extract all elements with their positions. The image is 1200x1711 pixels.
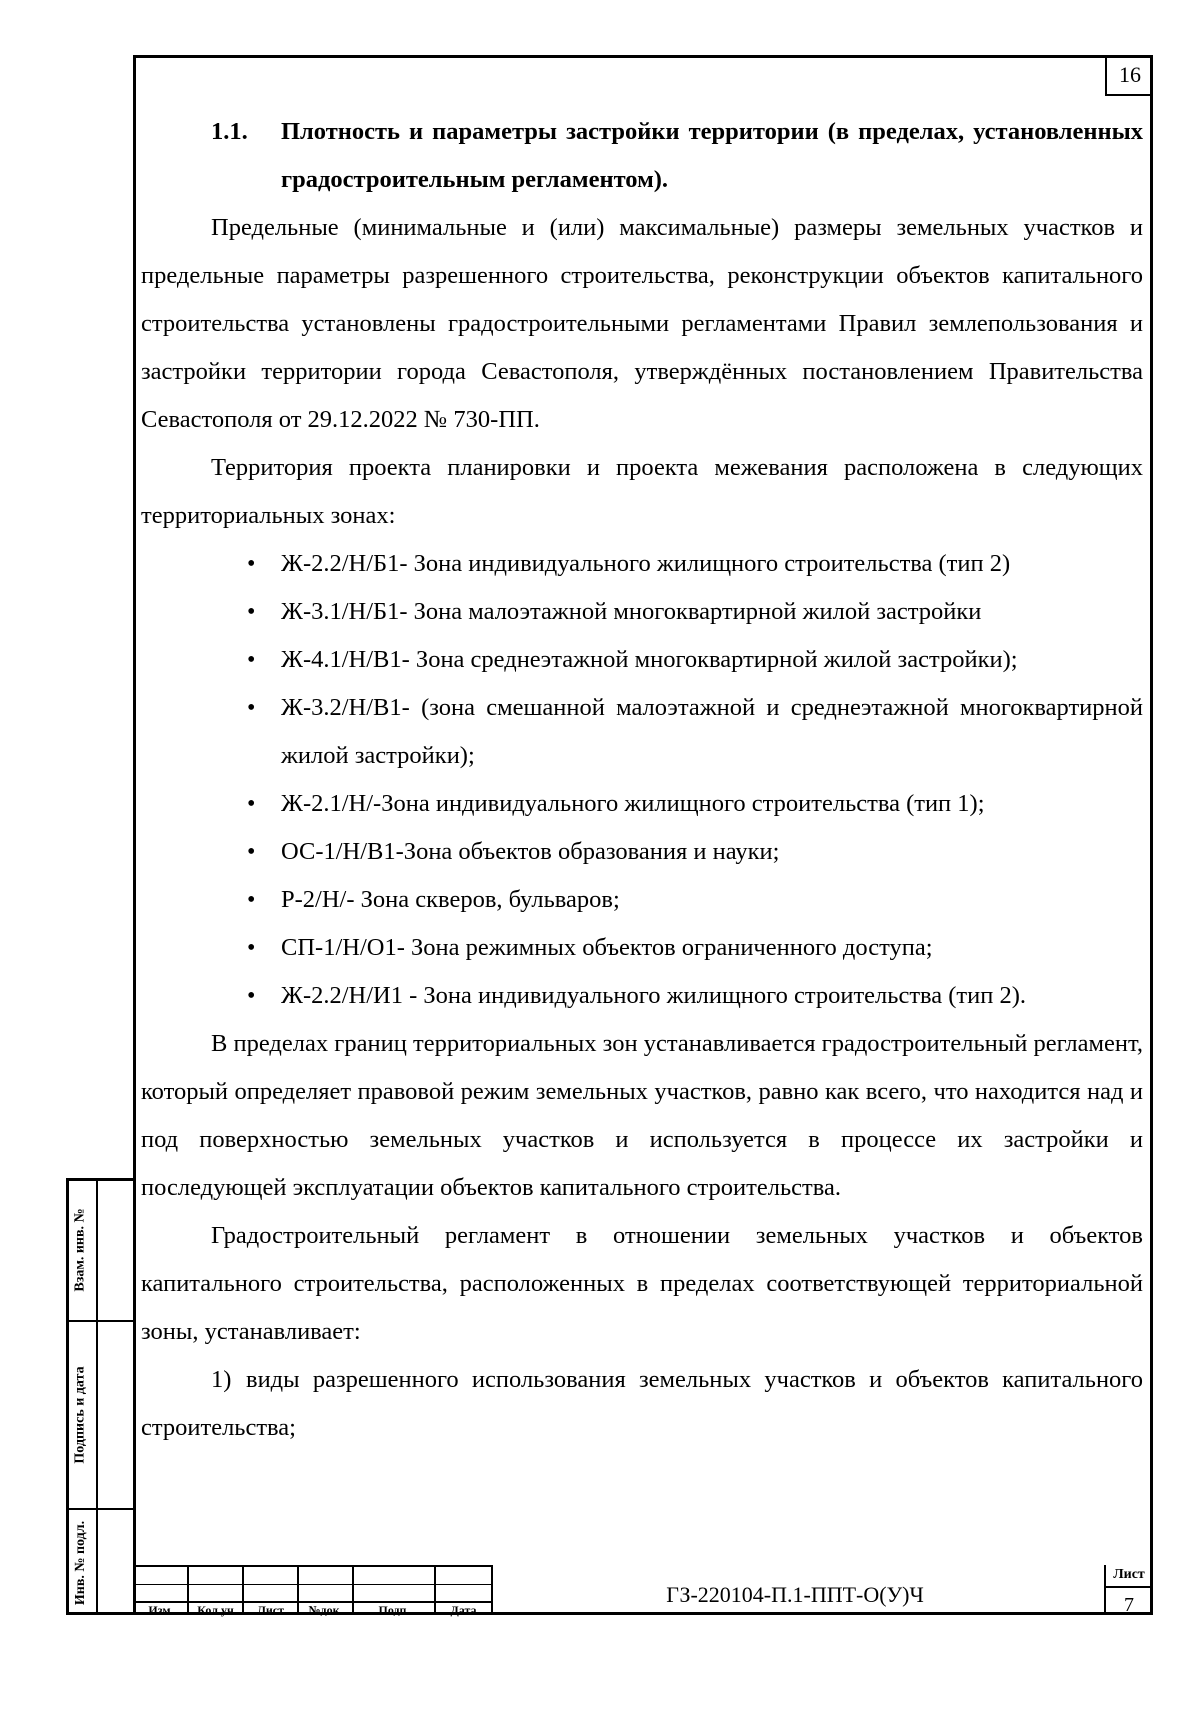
paragraph-limits: Предельные (минимальные и (или) максимальные) размеры земельных участков и предельные параметры разрешенного строительства, реконструкции объектов капитального строительства установлены градостроительными регламентами Правил землепользования и застройки территории города Севастополя, утверждённых постановлением Правительства Севастополя от 29.12.2022 № 730-ПП.	[141, 214, 1143, 433]
section-heading	[141, 108, 1143, 204]
paragraph-territory: Территория проекта планировки и проекта межевания расположена в следующих территориальных зонах:	[141, 454, 1143, 529]
item-text: виды разрешенного использования земельных участков и объектов капитального строительства;	[141, 1366, 1143, 1441]
header-date: Дата	[450, 1603, 477, 1617]
list-item: • Ж-4.1/Н/В1- Зона среднеэтажной многоквартирной жилой застройки);	[141, 636, 1143, 684]
header-doc: №док.	[308, 1603, 343, 1617]
document-body	[141, 108, 1143, 1452]
section-title: Плотность и параметры застройки территории (в пределах, установленных градостроительным регламентом).	[281, 118, 1143, 193]
side-label-replaced: Взам. инв. №	[73, 1208, 89, 1292]
list-item: • Ж-2.1/Н/-Зона индивидуального жилищного строительства (тип 1);	[141, 780, 1143, 828]
list-item: • Р-2/Н/- Зона скверов, бульваров;	[141, 876, 1143, 924]
title-block-rule	[1104, 1586, 1153, 1588]
side-stamp-divider	[96, 1178, 98, 1615]
paragraph-regulation: В пределах границ территориальных зон устанавливается градостроительный регламент, который определяет правовой режим земельных участков, равно как всего, что находится над и под поверхностью земельных участков и используется в процессе их застройки и последующей эксплуатации объектов капитального строительства.	[141, 1030, 1143, 1201]
sheet-number: 7	[1124, 1594, 1134, 1616]
header-count: Кол.уч	[197, 1603, 234, 1617]
zones-list	[141, 540, 1143, 1020]
document-code: ГЗ-220104-П.1-ППТ-О(У)Ч	[666, 1582, 924, 1607]
header-signature: Подп.	[378, 1603, 410, 1617]
side-label-signature: Подпись и дата	[73, 1366, 88, 1464]
section-number: 1.1.	[211, 118, 248, 145]
header-sheet: Лист	[256, 1603, 285, 1617]
list-item: • СП-1/Н/О1- Зона режимных объектов ограниченного доступа;	[141, 924, 1143, 972]
list-item: • Ж-2.2/Н/Б1- Зона индивидуального жилищного строительства (тип 2)	[141, 540, 1143, 588]
item-number: 1)	[211, 1366, 232, 1393]
sheet-label: Лист	[1113, 1567, 1145, 1582]
list-item: • Ж-2.2/Н/И1 - Зона индивидуального жилищного строительства (тип 2).	[141, 972, 1143, 1020]
numbered-item	[141, 1356, 1143, 1452]
paragraph-establishes: Градостроительный регламент в отношении земельных участков и объектов капитального строительства, расположенных в пределах соответствующей территориальной зоны, устанавливает:	[141, 1222, 1143, 1345]
list-item: • Ж-3.1/Н/Б1- Зона малоэтажной многоквартирной жилой застройки	[141, 588, 1143, 636]
list-item: • ОС-1/Н/В1-Зона объектов образования и науки;	[141, 828, 1143, 876]
side-label-inventory: Инв. № подл.	[73, 1520, 88, 1605]
header-change: Изм.	[148, 1603, 174, 1617]
page-number: 16	[1105, 55, 1153, 96]
list-item: • Ж-3.2/Н/В1- (зона смешанной малоэтажной и среднеэтажной многоквартирной жилой застройки);	[141, 684, 1143, 780]
title-block-col	[491, 1565, 493, 1615]
